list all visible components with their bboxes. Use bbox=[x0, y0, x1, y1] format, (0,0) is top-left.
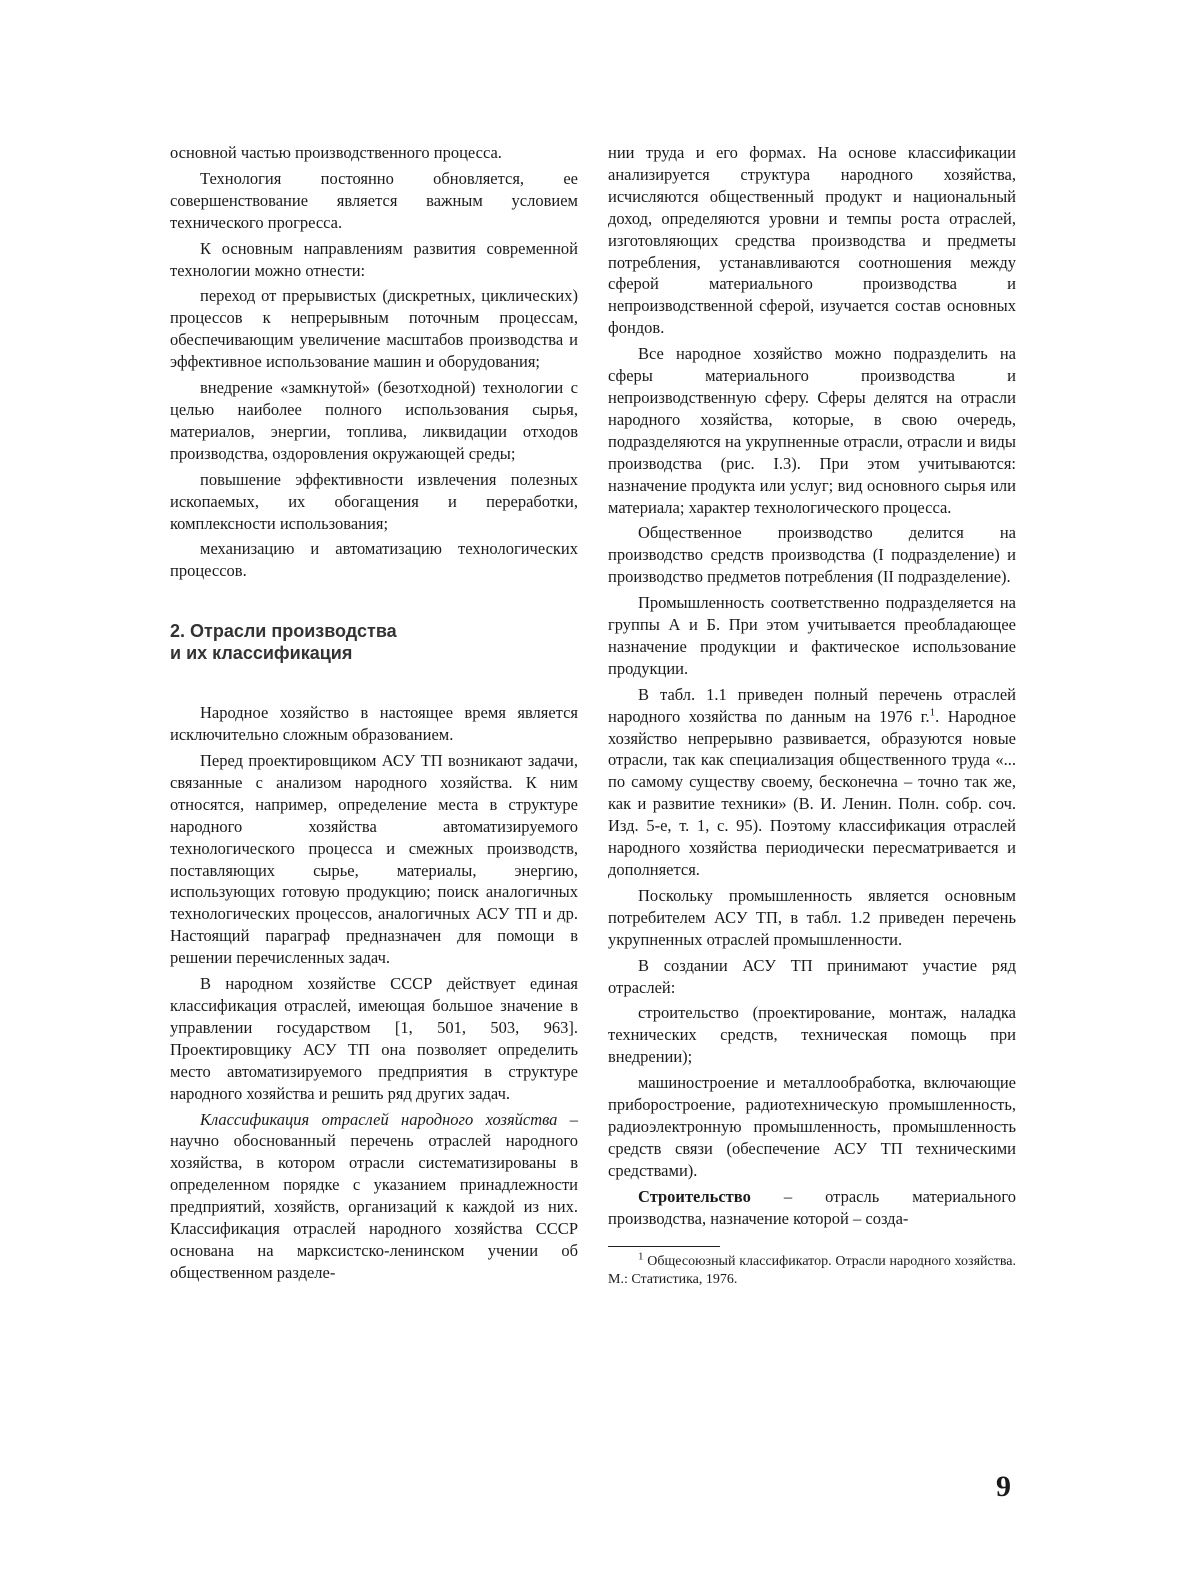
footnote-text: Общесоюзный классификатор. Отрасли народного хозяйства. М.: Статистика, 1976. bbox=[608, 1253, 1016, 1287]
paragraph: Технология постоянно обновляется, ее совершенствование является важным условием технического прогресса. bbox=[170, 168, 578, 232]
definition-text: – научно обоснованный перечень отраслей народного хозяйства, в котором отрасли систематизированы в определенном порядке с указанием принадлежности предприятий, хозяйств, организаций к каждой из них. Классификация отраслей народного хозяйства СССР основана на марксистско-ленинском учении об общественном разделе- bbox=[170, 1109, 579, 1282]
left-column bbox=[170, 142, 578, 1288]
definition-paragraph bbox=[170, 1109, 578, 1284]
paragraph: Народное хозяйство в настоящее время является исключительно сложным образованием. bbox=[170, 703, 578, 745]
paragraph: Промышленность соответственно подразделяется на группы А и Б. При этом учитывается преобладающее назначение продукции и фактическое использование продукции. bbox=[608, 593, 1016, 678]
paragraph-text: . Народное хозяйство непрерывно развивается, образуются новые отрасли, так как специализация общественного труда «... по самому существу своему, бесконечна – точно так же, как и развитие техники» (В. И. Ленин. Полн. собр. соч. Изд. 5-е, т. 1, с. 95). Поэтому классификация отраслей народного хозяйства периодически пересматривается и дополняется. bbox=[608, 706, 1017, 879]
paragraph: Все народное хозяйство можно подразделить на сферы материального производства и непроизводственную сферу. Сферы делятся на отрасли народного хозяйства, которые, в свою очередь, подразделяются на укрупненные отрасли, отрасли и виды производства (рис. I.3). При этом учитываются: назначение продукта или услуг; вид основного сырья или материала; характер технологического процесса. bbox=[608, 344, 1016, 517]
list-item: переход от прерывистых (дискретных, циклических) процессов к непрерывным поточным процессам, обеспечивающим увеличение масштабов производства и эффективное использование машин и оборудования; bbox=[170, 286, 578, 372]
paragraph: Общественное производство делится на производство средств производства (I подразделение) и производство предметов потребления (II подразделение). bbox=[608, 523, 1016, 587]
footnote-ref: 1 bbox=[929, 706, 936, 719]
page-number: 9 bbox=[996, 1470, 1011, 1503]
defined-term: Строительство bbox=[638, 1186, 751, 1206]
paragraph: Поскольку промышленность является основным потребителем АСУ ТП, в табл. 1.2 приведен перечень укрупненных отраслей промышленности. bbox=[608, 885, 1016, 949]
paragraph: К основным направлениям развития современной технологии можно отнести: bbox=[170, 238, 578, 280]
footnote bbox=[608, 1249, 1016, 1289]
paragraph: В народном хозяйстве СССР действует единая классификация отраслей, имеющая большое значение в управлении государством [1, 501, 503, 963]. Проектировщику АСУ ТП она позволяет определить место автоматизируемого предприятия в структуре народного хозяйства и решить ряд других задач. bbox=[170, 974, 578, 1103]
paragraph: Перед проектировщиком АСУ ТП возникают задачи, связанные с анализом народного хозяйства. К ним относятся, например, определение места в структуре народного хозяйства автоматизируемого технологического процесса и смежных производств, поставляющих сырье, материалы, энергию, использующих готовую продукцию; поиск аналогичных технологических процессов, аналогичных АСУ ТП и др. Настоящий параграф предназначен для помощи в решении перечисленных задач. bbox=[170, 751, 578, 968]
paragraph: нии труда и его формах. На основе классификации анализируется структура народного хозяйства, исчисляются общественный продукт и национальный доход, определяются уровни и темпы роста отраслей, изготовляющих средства производства и предметы потребления, устанавливаются соотношения между сферой материального производства и непроизводственной сферой, изучается состав основных фондов. bbox=[608, 143, 1016, 338]
list-item: машиностроение и металлообработка, включающие приборостроение, радиотехническую промышленность, радиоэлектронную промышленность, промышленность средств связи (обеспечение АСУ ТП техническими средствами). bbox=[608, 1073, 1016, 1180]
footnote-mark: 1 bbox=[638, 1249, 644, 1262]
section-heading bbox=[170, 620, 578, 664]
definition-text: – отрасль материального производства, назначение которой – созда- bbox=[608, 1186, 1016, 1228]
list-item: механизацию и автоматизацию технологических процессов. bbox=[170, 539, 578, 581]
right-column bbox=[608, 142, 1016, 1293]
definition-paragraph bbox=[608, 1186, 1016, 1230]
list-item: строительство (проектирование, монтаж, наладка технических средств, техническая помощь при внедрении); bbox=[608, 1003, 1016, 1067]
section-heading-line: и их классификация bbox=[170, 643, 353, 664]
defined-term: Классификация отраслей народного хозяйства bbox=[200, 1109, 558, 1129]
paragraph-text: В табл. 1.1 приведен полный перечень отраслей народного хозяйства по данным на 1976 г. bbox=[608, 684, 1016, 726]
paragraph bbox=[608, 684, 1016, 881]
paragraph: В создании АСУ ТП принимают участие ряд отраслей: bbox=[608, 955, 1016, 997]
paragraph: основной частью производственного процесса. bbox=[170, 143, 502, 162]
footnote-divider bbox=[608, 1246, 720, 1247]
list-item: внедрение «замкнутой» (безотходной) технологии с целью наиболее полного использования сырья, материалов, энергии, топлива, ликвидации отходов производства, оздоровления окружающей среды; bbox=[170, 378, 578, 463]
section-heading-line: 2. Отрасли производства bbox=[170, 621, 397, 642]
list-item: повышение эффективности извлечения полезных ископаемых, их обогащения и переработки, комплексности использования; bbox=[170, 469, 578, 533]
